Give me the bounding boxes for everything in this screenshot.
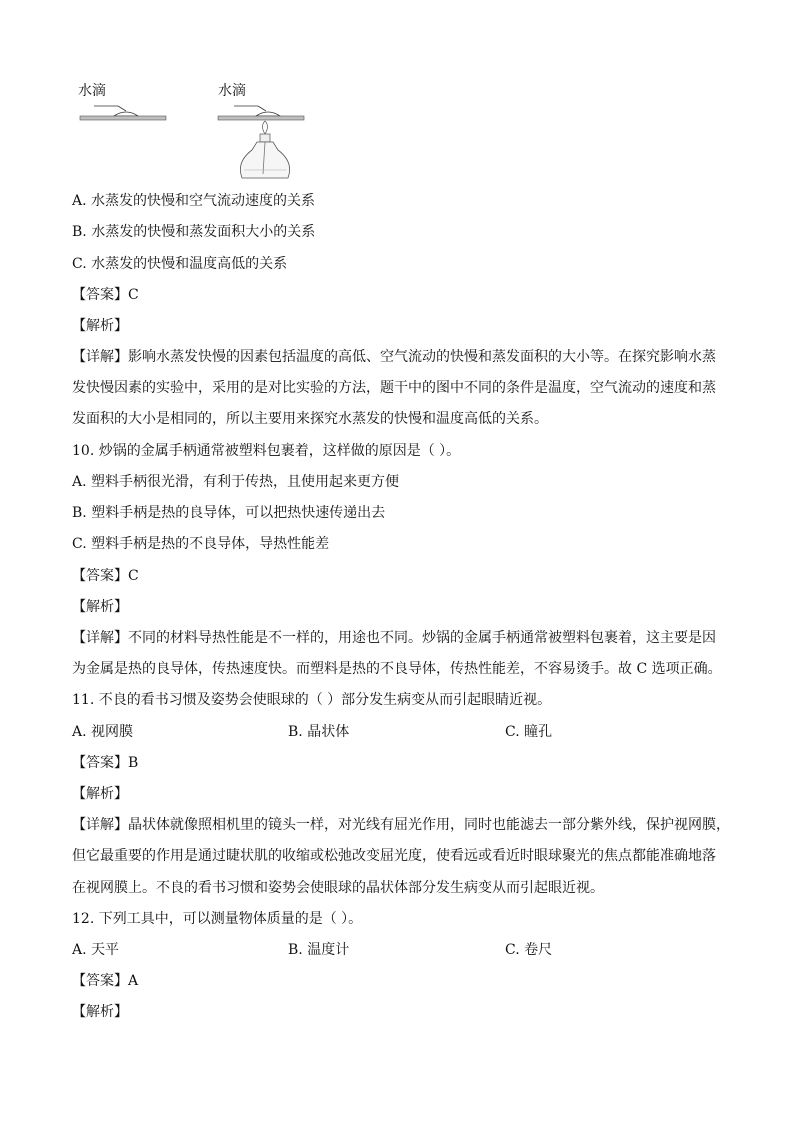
- answer-value: C: [128, 287, 139, 303]
- q10-detail-line-2: 为金属是热的良导体，传热速度快。而塑料是热的不良导体，传热性能差，不容易烫手。故 C 选项正确。: [72, 661, 722, 677]
- q9-option-b: B. 水蒸发的快慢和蒸发面积大小的关系: [72, 224, 316, 240]
- detail-text: 不同的材料导热性能是不一样的，用途也不同。炒锅的金属手柄通常被塑料包裹着，这主要是因: [128, 630, 716, 646]
- q11-option-b: B. 晶状体: [288, 724, 350, 740]
- answer-value: C: [128, 568, 139, 584]
- q11-analysis-tag: 【解析】: [72, 786, 128, 802]
- figure-label-left: 水滴: [78, 83, 106, 99]
- q11-detail-line-2: 但它最重要的作用是通过睫状肌的收缩或松弛改变屈光度，使看远或看近时眼球聚光的焦点都能准确地落: [72, 848, 716, 864]
- q10-option-b: B. 塑料手柄是热的良导体，可以把热快速传递出去: [72, 505, 386, 521]
- q10-option-c: C. 塑料手柄是热的不良导体，导热性能差: [72, 536, 330, 552]
- q10-option-a: A. 塑料手柄很光滑，有利于传热，且使用起来更方便: [72, 474, 400, 490]
- q11-detail-line-3: 在视网膜上。不良的看书习惯和姿势会使眼球的晶状体部分发生病变从而引起眼近视。: [72, 880, 604, 896]
- q10-detail-line-1: [72, 628, 716, 648]
- answer-tag: 【答案】: [72, 973, 128, 989]
- answer-tag: 【答案】: [72, 755, 128, 771]
- answer-value: B: [128, 755, 139, 771]
- q12-analysis-tag: 【解析】: [72, 1004, 128, 1020]
- q9-option-a: A. 水蒸发的快慢和空气流动速度的关系: [72, 193, 316, 209]
- detail-tag: 【详解】: [72, 817, 128, 833]
- q11-detail-line-1: [72, 815, 730, 835]
- detail-tag: 【详解】: [72, 349, 128, 365]
- q11-option-a: A. 视网膜: [72, 724, 134, 740]
- q12-option-b: B. 温度计: [288, 942, 350, 958]
- q9-detail-line-3: 发面积的大小是相同的，所以主要用来探究水蒸发的快慢和温度高低的关系。: [72, 411, 548, 427]
- detail-text: 影响水蒸发快慢的因素包括温度的高低、空气流动的快慢和蒸发面积的大小等。在探究影响水蒸: [128, 349, 716, 365]
- q11-stem: 11. 不良的看书习惯及姿势会使眼球的（ ）部分发生病变从而引起眼睛近视。: [72, 692, 552, 708]
- q10-stem: 10. 炒锅的金属手柄通常被塑料包裹着，这样做的原因是（ ）。: [72, 443, 461, 459]
- experiment-figure: [74, 78, 314, 188]
- detail-tag: 【详解】: [72, 630, 128, 646]
- q12-answer: [72, 971, 138, 991]
- q9-option-c: C. 水蒸发的快慢和温度高低的关系: [72, 256, 288, 272]
- answer-value: A: [128, 973, 139, 989]
- q12-option-a: A. 天平: [72, 942, 120, 958]
- q11-answer: [72, 753, 138, 773]
- right-plate-with-drop-and-lamp: [218, 106, 304, 178]
- q9-detail-line-1: [72, 347, 716, 367]
- q10-analysis-tag: 【解析】: [72, 599, 128, 615]
- figure-label-right: 水滴: [218, 83, 246, 99]
- q12-stem: 12. 下列工具中，可以测量物体质量的是（ ）。: [72, 911, 363, 927]
- evaporation-diagram: [74, 78, 314, 188]
- q9-detail-line-2: 发快慢因素的实验中，采用的是对比实验的方法，题干中的图中不同的条件是温度，空气流动的速度和蒸: [72, 380, 716, 396]
- answer-tag: 【答案】: [72, 568, 128, 584]
- q9-analysis-tag: 【解析】: [72, 318, 128, 334]
- answer-tag: 【答案】: [72, 287, 128, 303]
- detail-text: 晶状体就像照相机里的镜头一样，对光线有屈光作用，同时也能滤去一部分紫外线，保护视网膜，: [128, 817, 730, 833]
- q12-option-c: C. 卷尺: [505, 942, 553, 958]
- q9-answer: [72, 285, 139, 305]
- q11-option-c: C. 瞳孔: [505, 724, 553, 740]
- left-plate-with-drop: [80, 106, 166, 120]
- q10-answer: [72, 566, 139, 586]
